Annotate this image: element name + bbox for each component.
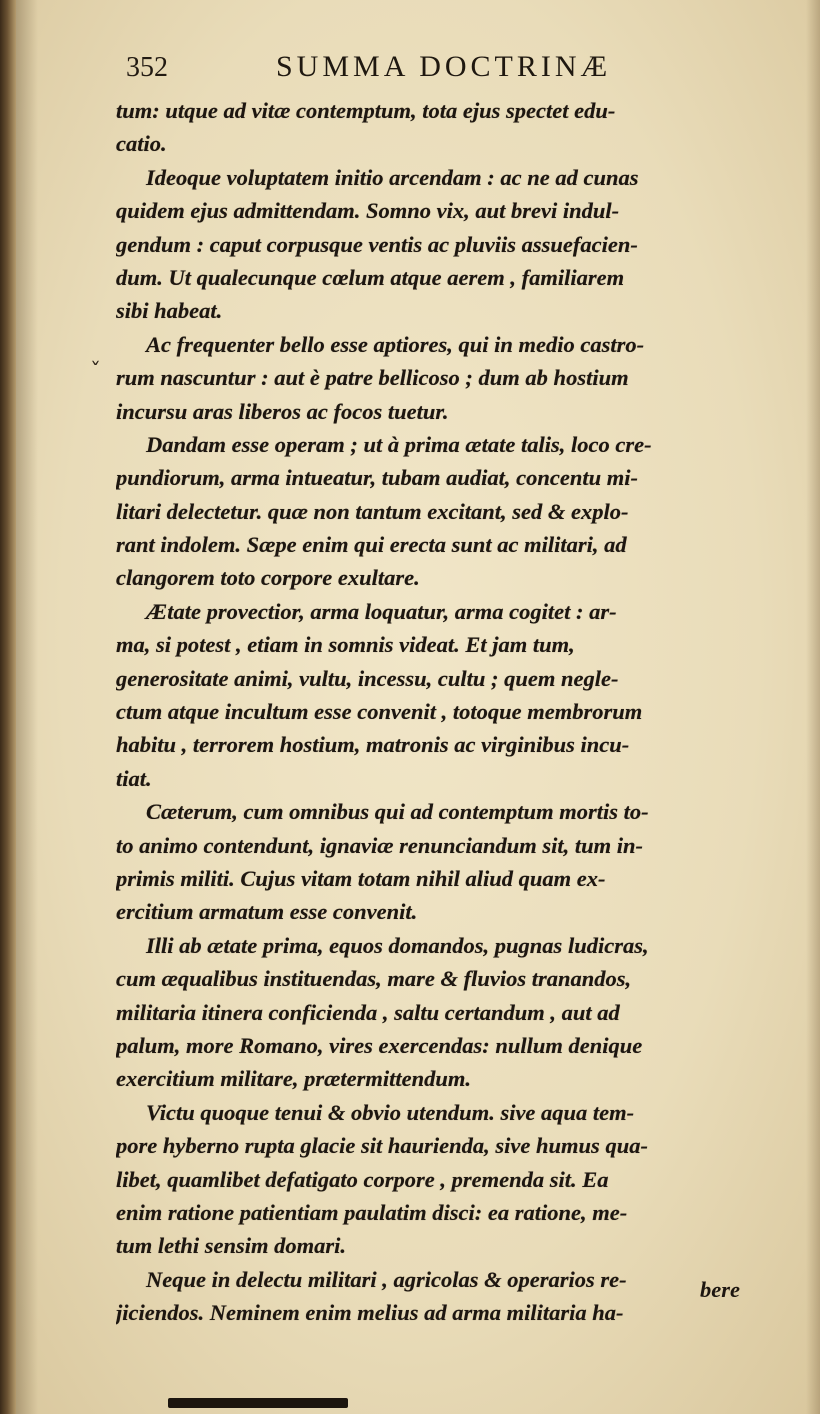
text-line: litari delectetur. quæ non tantum excitant, sed & explo- <box>116 498 629 524</box>
text-line: Dandam esse operam ; ut à prima ætate talis, loco cre- <box>146 431 652 457</box>
running-head: SUMMA DOCTRINÆ <box>276 50 612 83</box>
text-line: Victu quoque tenui & obvio utendum. sive aqua tem- <box>146 1099 635 1125</box>
text-line: sibi habeat. <box>116 298 223 324</box>
gutter-shadow <box>16 0 38 1414</box>
text-line: ercitium armatum esse convenit. <box>116 899 418 925</box>
bottom-rule <box>168 1398 348 1408</box>
text-line: pore hyberno rupta glacie sit haurienda, sive humus qua- <box>116 1133 648 1159</box>
text-line: tum: utque ad vitæ contemptum, tota ejus spectet edu- <box>116 98 616 123</box>
text-line: ma, si potest , etiam in somnis videat. Et jam tum, <box>116 632 575 658</box>
text-line: Neque in delectu militari , agricolas & operarios re- <box>146 1266 627 1292</box>
text-line: catio. <box>116 131 167 157</box>
text-line: to animo contendunt, ignaviæ renunciandum sit, tum in- <box>116 832 644 858</box>
text-line: ctum atque incultum esse convenit , totoque membrorum <box>116 699 643 725</box>
text-line: dum. Ut qualecunque cœlum atque aerem , familiarem <box>116 264 625 290</box>
text-line: tum lethi sensim domari. <box>116 1233 347 1259</box>
text-line: habitu , terrorem hostium, matronis ac virginibus incu- <box>116 732 630 758</box>
text-line: incursu aras liberos ac focos tuetur. <box>116 398 449 424</box>
body-text <box>116 94 792 1329</box>
page-number: 352 <box>126 52 168 83</box>
catchword: bere <box>700 1277 740 1302</box>
text-line: Illi ab ætate prima, equos domandos, pugnas ludicras, <box>146 932 649 958</box>
text-line: rant indolem. Sæpe enim qui erecta sunt ac militari, ad <box>116 532 627 558</box>
page-edge-shadow <box>806 0 820 1414</box>
text-line: generositate animi, vultu, incessu, cultu ; quem negle- <box>116 665 619 691</box>
text-line: rum nascuntur : aut è patre bellicoso ; dum ab hostium <box>116 365 629 391</box>
text-line: libet, quamlibet defatigato corpore , premenda sit. Ea <box>116 1166 609 1192</box>
text-line: Ætate provectior, arma loquatur, arma cogitet : ar- <box>146 598 617 624</box>
book-binding <box>0 0 16 1414</box>
text-line: gendum : caput corpusque ventis ac pluviis assuefacien- <box>116 231 638 257</box>
text-line: jiciendos. Neminem enim melius ad arma militaria ha- <box>116 1300 624 1326</box>
text-line: quidem ejus admittendam. Somno vix, aut brevi indul- <box>116 198 620 224</box>
text-line: pundiorum, arma intueatur, tubam audiat, concentu mi- <box>116 465 639 491</box>
text-line: enim ratione patientiam paulatim disci: ea ratione, me- <box>116 1199 628 1225</box>
text-line: Cæterum, cum omnibus qui ad contemptum mortis to- <box>146 799 649 825</box>
page-header <box>126 48 686 92</box>
text-line: Ideoque voluptatem initio arcendam : ac ne ad cunas <box>146 164 639 190</box>
text-line: tiat. <box>116 765 152 791</box>
text-line: exercitium militare, prætermittendum. <box>116 1066 472 1092</box>
text-line: cum æqualibus instituendas, mare & fluvios tranandos, <box>116 966 632 992</box>
text-line: militaria itinera conficienda , saltu certandum , aut ad <box>116 999 620 1025</box>
text-line: clangorem toto corpore exultare. <box>116 565 420 591</box>
text-line: primis militi. Cujus vitam totam nihil aliud quam ex- <box>116 865 606 891</box>
text-line: Ac frequenter bello esse aptiores, qui in medio castro- <box>146 331 645 357</box>
margin-mark: ˇ <box>90 360 101 385</box>
text-line: palum, more Romano, vires exercendas: nullum denique <box>116 1032 643 1058</box>
